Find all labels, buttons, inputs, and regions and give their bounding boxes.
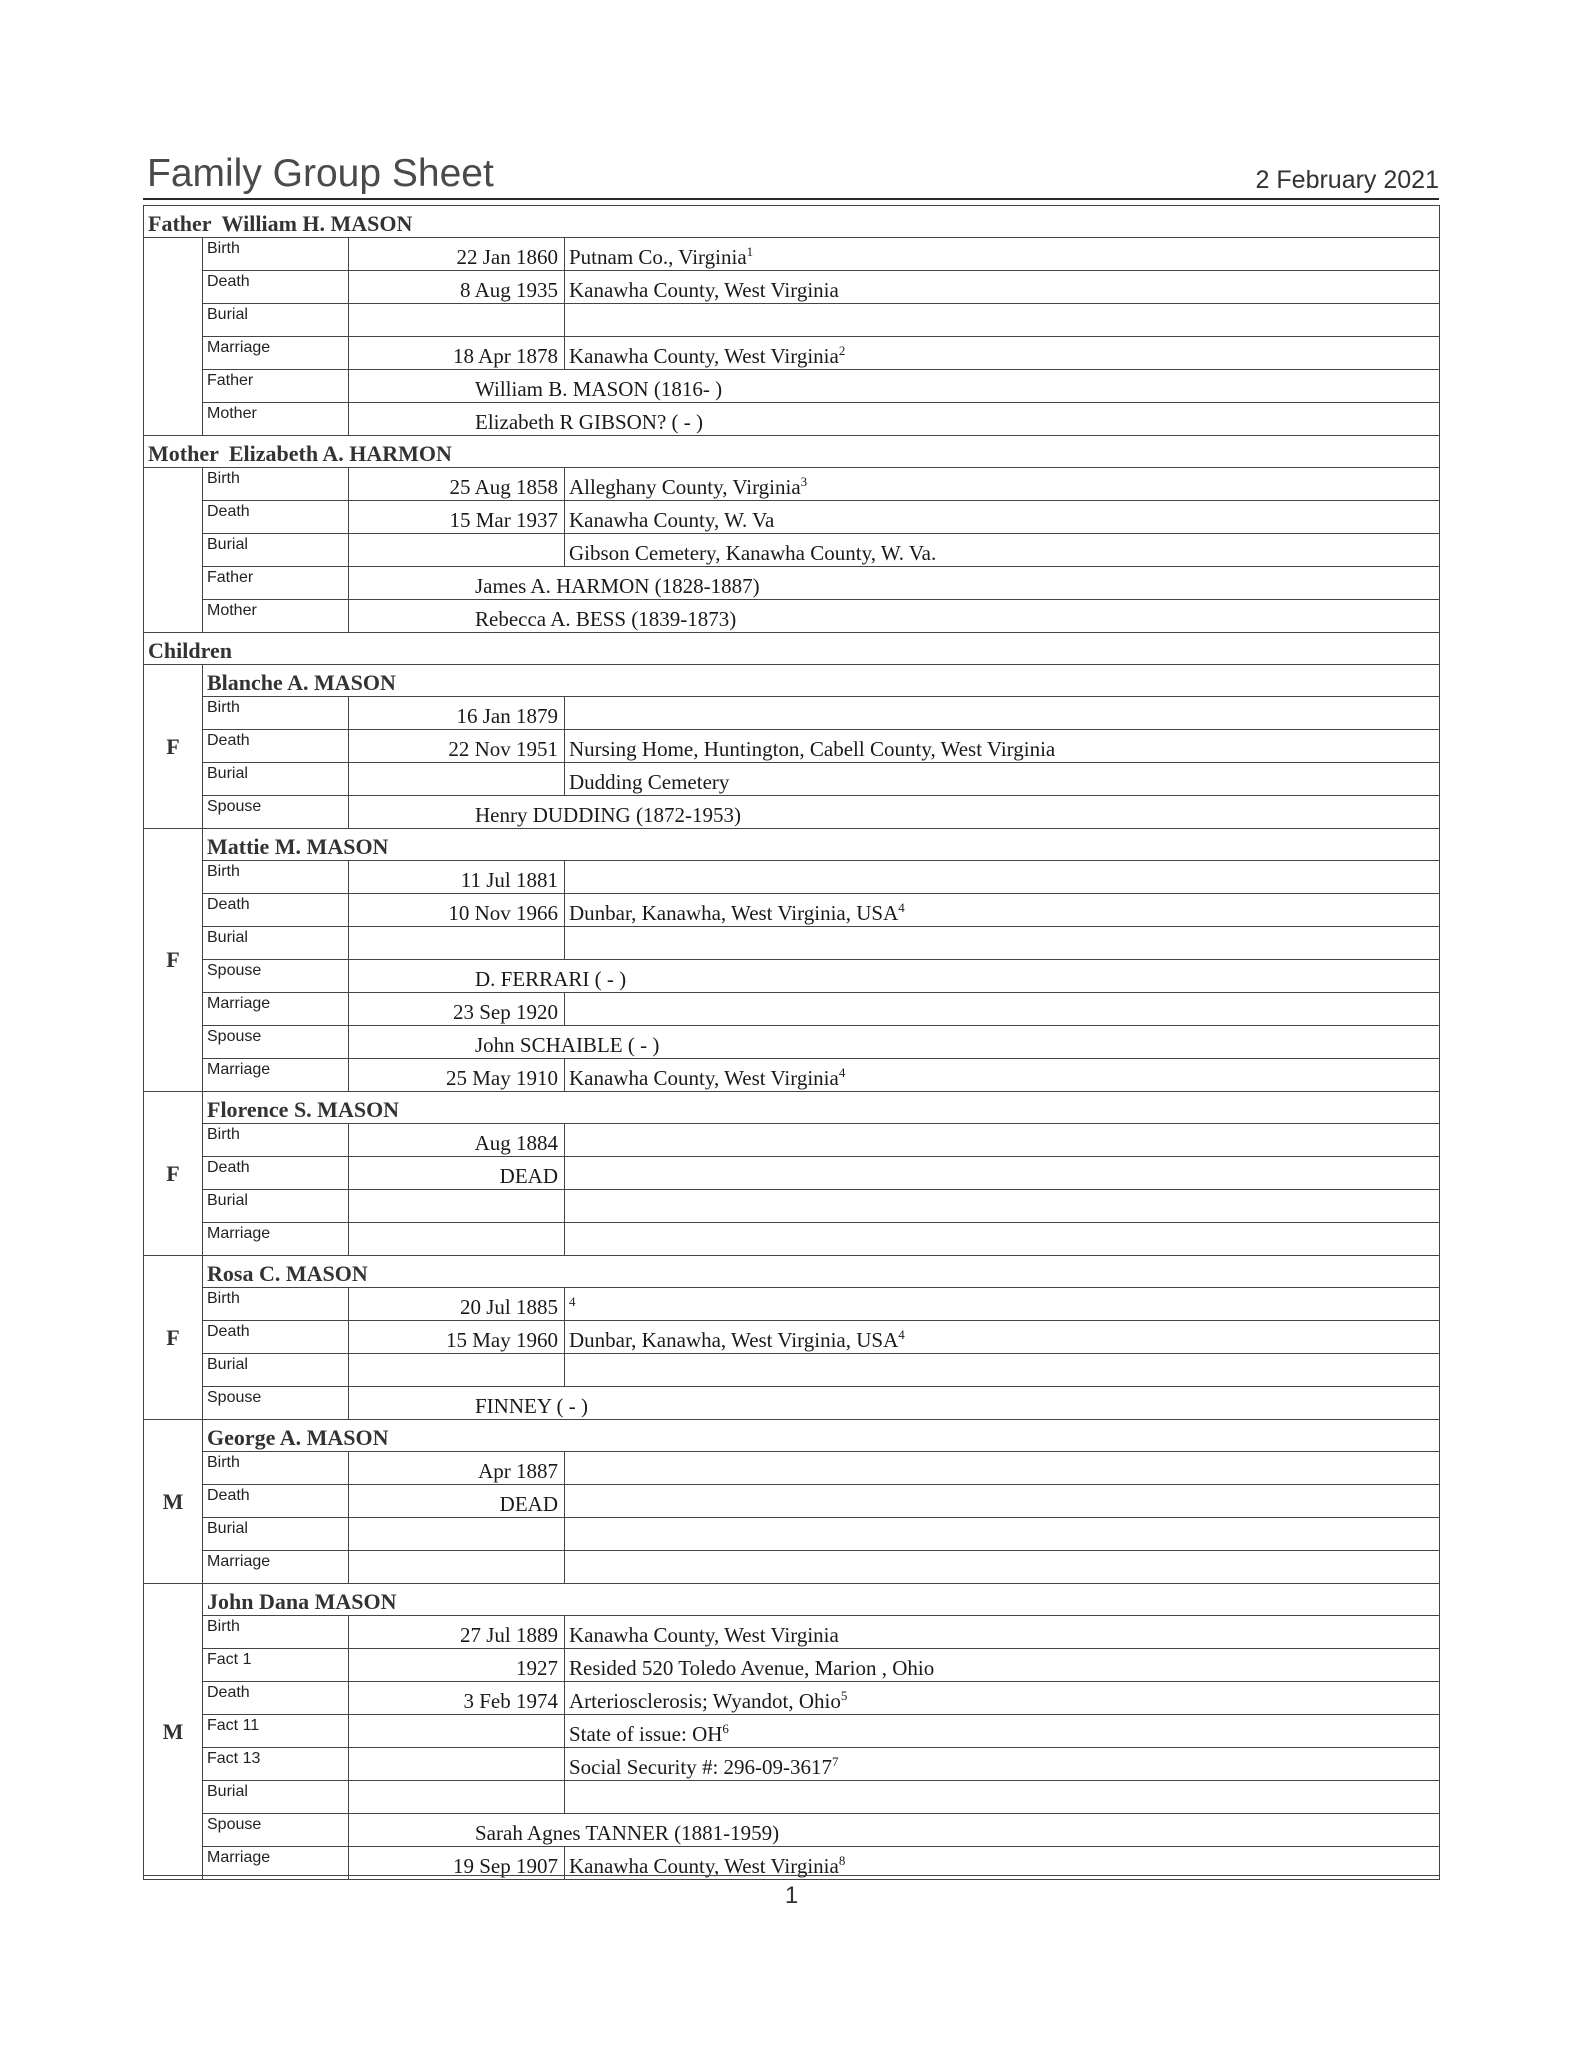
place-text: Gibson Cemetery, Kanawha County, W. Va. (569, 541, 937, 565)
place-text: Kanawha County, West Virginia (569, 344, 839, 368)
parent-row (144, 600, 1440, 633)
place-text: Resided 520 Toledo Avenue, Marion , Ohio (569, 1656, 935, 1680)
place-text: Dudding Cemetery (569, 770, 730, 794)
relation-person (349, 403, 1440, 436)
event-date (349, 534, 565, 567)
children-header: Children (144, 633, 1440, 665)
event-date: 16 Jan 1879 (349, 697, 565, 730)
relation-person (349, 1026, 1440, 1059)
event-date: 22 Jan 1860 (349, 238, 565, 271)
event-place (565, 271, 1440, 304)
event-label: Burial (203, 1781, 349, 1814)
event-row (144, 1157, 1440, 1190)
relation-person (349, 796, 1440, 829)
event-place (565, 468, 1440, 501)
event-row (144, 861, 1440, 894)
event-row (144, 1715, 1440, 1748)
father-header (144, 206, 1440, 238)
event-label: Marriage (203, 993, 349, 1026)
event-label: Birth (203, 1452, 349, 1485)
indent-gutter (144, 468, 203, 633)
event-row (144, 1452, 1440, 1485)
person-wrap (349, 410, 1439, 435)
document-date: 2 February 2021 (1255, 166, 1439, 194)
event-label: Death (203, 1321, 349, 1354)
relation-person (349, 1387, 1440, 1420)
event-row (144, 1288, 1440, 1321)
event-date: 1927 (349, 1649, 565, 1682)
event-label: Burial (203, 304, 349, 337)
place-text: Dunbar, Kanawha, West Virginia, USA (569, 901, 899, 925)
event-place (565, 1059, 1440, 1092)
event-label: Burial (203, 1190, 349, 1223)
event-label: Marriage (203, 1551, 349, 1584)
event-date: 10 Nov 1966 (349, 894, 565, 927)
event-date: 8 Aug 1935 (349, 271, 565, 304)
child-name: Florence S. MASON (203, 1092, 1440, 1124)
event-place (565, 1288, 1440, 1321)
person-name: Sarah Agnes TANNER (1881-1959) (475, 1821, 780, 1845)
source-note: 4 (838, 1065, 846, 1080)
role-label: Mother (148, 441, 219, 466)
event-row (144, 534, 1440, 567)
person-wrap (349, 803, 1439, 828)
event-label: Birth (203, 1124, 349, 1157)
source-note: 8 (838, 1853, 846, 1868)
event-date: 3 Feb 1974 (349, 1682, 565, 1715)
person-name: D. FERRARI ( - ) (475, 967, 627, 991)
event-label: Burial (203, 534, 349, 567)
event-row (144, 927, 1440, 960)
event-place (565, 927, 1440, 960)
event-label: Burial (203, 1518, 349, 1551)
parent-row (144, 370, 1440, 403)
person-wrap (349, 377, 1439, 402)
event-date: 23 Sep 1920 (349, 993, 565, 1026)
event-row (144, 1485, 1440, 1518)
footer-divider (143, 1875, 1439, 1876)
place-text: Dunbar, Kanawha, West Virginia, USA (569, 1328, 899, 1352)
event-row (144, 894, 1440, 927)
event-place (565, 1321, 1440, 1354)
event-place (565, 697, 1440, 730)
relation-label: Father (203, 370, 349, 403)
event-date: 15 Mar 1937 (349, 501, 565, 534)
event-place (565, 1682, 1440, 1715)
event-date: 27 Jul 1889 (349, 1616, 565, 1649)
event-label: Birth (203, 1288, 349, 1321)
child-sex: F (144, 1256, 203, 1420)
event-place (565, 1616, 1440, 1649)
event-date: DEAD (349, 1485, 565, 1518)
relation-label: Spouse (203, 1387, 349, 1420)
family-group-table (143, 205, 1440, 1880)
event-place (565, 1715, 1440, 1748)
event-date (349, 1551, 565, 1584)
event-place (565, 1781, 1440, 1814)
source-note: 7 (832, 1754, 839, 1769)
page-number: 1 (784, 1882, 799, 1909)
event-label: Fact 11 (203, 1715, 349, 1748)
event-date (349, 927, 565, 960)
event-row (144, 304, 1440, 337)
event-row (144, 337, 1440, 370)
event-date: 11 Jul 1881 (349, 861, 565, 894)
event-date: DEAD (349, 1157, 565, 1190)
event-date (349, 1190, 565, 1223)
child-sex: F (144, 829, 203, 1092)
person-name: FINNEY ( - ) (475, 1394, 588, 1418)
place-text: Social Security #: 296-09-3617 (569, 1755, 833, 1779)
event-label: Marriage (203, 1847, 349, 1880)
event-label: Birth (203, 1616, 349, 1649)
event-row (144, 763, 1440, 796)
father-header-row (144, 206, 1440, 238)
event-label: Burial (203, 763, 349, 796)
child-sex: M (144, 1420, 203, 1584)
indent (349, 1033, 475, 1058)
indent (349, 1394, 475, 1419)
event-label: Fact 1 (203, 1649, 349, 1682)
father-name: William H. MASON (221, 211, 413, 236)
event-row (144, 1354, 1440, 1387)
event-label: Birth (203, 238, 349, 271)
relation-label: Father (203, 567, 349, 600)
place-text: Arteriosclerosis; Wyandot, Ohio (569, 1689, 841, 1713)
event-row (144, 1616, 1440, 1649)
event-place (565, 1157, 1440, 1190)
event-row (144, 730, 1440, 763)
event-label: Birth (203, 697, 349, 730)
relation-label: Mother (203, 600, 349, 633)
event-label: Death (203, 1682, 349, 1715)
event-label: Death (203, 894, 349, 927)
event-label: Death (203, 501, 349, 534)
event-label: Marriage (203, 1059, 349, 1092)
place-text: Kanawha County, West Virginia (569, 278, 839, 302)
indent (349, 607, 475, 632)
child-name: Rosa C. MASON (203, 1256, 1440, 1288)
event-place (565, 730, 1440, 763)
spouse-row (144, 1387, 1440, 1420)
source-note: 6 (722, 1721, 729, 1736)
event-label: Burial (203, 927, 349, 960)
event-place (565, 763, 1440, 796)
person-name: Elizabeth R GIBSON? ( - ) (475, 410, 704, 434)
event-label: Fact 13 (203, 1748, 349, 1781)
mother-header (144, 436, 1440, 468)
child-sex: F (144, 665, 203, 829)
event-label: Birth (203, 468, 349, 501)
person-name: William B. MASON (1816- ) (475, 377, 723, 401)
event-place (565, 1748, 1440, 1781)
event-date (349, 1223, 565, 1256)
event-row (144, 993, 1440, 1026)
event-place (565, 534, 1440, 567)
indent (349, 1821, 475, 1846)
event-date (349, 763, 565, 796)
event-row (144, 1223, 1440, 1256)
role-label: Father (148, 211, 212, 236)
event-place (565, 1452, 1440, 1485)
event-row (144, 1518, 1440, 1551)
source-note: 2 (838, 343, 846, 358)
source-note: 1 (746, 244, 754, 259)
event-label: Death (203, 1485, 349, 1518)
relation-label: Spouse (203, 960, 349, 993)
child-name-row (144, 829, 1440, 861)
event-date: 22 Nov 1951 (349, 730, 565, 763)
event-place (565, 1518, 1440, 1551)
relation-person (349, 960, 1440, 993)
child-sex: F (144, 1092, 203, 1256)
page-header (143, 140, 1439, 200)
event-date (349, 1781, 565, 1814)
source-note: 4 (898, 900, 905, 915)
event-place (565, 894, 1440, 927)
event-row (144, 1649, 1440, 1682)
event-row (144, 1781, 1440, 1814)
child-name: George A. MASON (203, 1420, 1440, 1452)
event-label: Death (203, 271, 349, 304)
relation-person (349, 1814, 1440, 1847)
event-date: Aug 1884 (349, 1124, 565, 1157)
event-row (144, 697, 1440, 730)
event-row (144, 1682, 1440, 1715)
event-date: 15 May 1960 (349, 1321, 565, 1354)
relation-label: Spouse (203, 796, 349, 829)
child-sex: M (144, 1584, 203, 1880)
event-row (144, 1059, 1440, 1092)
event-row (144, 271, 1440, 304)
indent (349, 574, 475, 599)
event-row (144, 1124, 1440, 1157)
relation-label: Spouse (203, 1026, 349, 1059)
place-text: Kanawha County, West Virginia (569, 1623, 839, 1647)
relation-person (349, 370, 1440, 403)
event-date: 20 Jul 1885 (349, 1288, 565, 1321)
event-row (144, 1551, 1440, 1584)
relation-person (349, 600, 1440, 633)
place-text: Kanawha County, West Virginia (569, 1066, 839, 1090)
spouse-row (144, 1026, 1440, 1059)
person-wrap (349, 967, 1439, 992)
children-header-row (144, 633, 1440, 665)
place-text: Nursing Home, Huntington, Cabell County, West Virginia (569, 737, 1056, 761)
child-name-row (144, 1420, 1440, 1452)
event-label: Marriage (203, 337, 349, 370)
person-wrap (349, 1033, 1439, 1058)
event-date (349, 1748, 565, 1781)
event-date (349, 304, 565, 337)
event-label: Birth (203, 861, 349, 894)
indent (349, 803, 475, 828)
relation-label: Spouse (203, 1814, 349, 1847)
event-place (565, 993, 1440, 1026)
spouse-row (144, 796, 1440, 829)
event-row (144, 1321, 1440, 1354)
event-label: Death (203, 1157, 349, 1190)
event-row (144, 1748, 1440, 1781)
event-place (565, 1223, 1440, 1256)
child-name-row (144, 1092, 1440, 1124)
person-name: Rebecca A. BESS (1839-1873) (475, 607, 737, 631)
mother-header-row (144, 436, 1440, 468)
event-date: 19 Sep 1907 (349, 1847, 565, 1880)
parent-row (144, 403, 1440, 436)
event-date: Apr 1887 (349, 1452, 565, 1485)
mother-name: Elizabeth A. HARMON (228, 441, 452, 466)
relation-label: Mother (203, 403, 349, 436)
indent (349, 967, 475, 992)
event-label: Marriage (203, 1223, 349, 1256)
place-text: Alleghany County, Virginia (569, 475, 801, 499)
person-wrap (349, 574, 1439, 599)
indent (349, 410, 475, 435)
place-text: Putnam Co., Virginia (569, 245, 747, 269)
child-name: Mattie M. MASON (203, 829, 1440, 861)
source-note: 4 (569, 1294, 576, 1309)
place-text: State of issue: OH (569, 1722, 723, 1746)
child-name-row (144, 1256, 1440, 1288)
event-label: Death (203, 730, 349, 763)
event-place (565, 501, 1440, 534)
spouse-row (144, 960, 1440, 993)
event-place (565, 1354, 1440, 1387)
event-place (565, 337, 1440, 370)
event-date (349, 1518, 565, 1551)
event-place (565, 1649, 1440, 1682)
child-name-row (144, 1584, 1440, 1616)
relation-person (349, 567, 1440, 600)
place-text: Kanawha County, West Virginia (569, 1854, 839, 1878)
event-date (349, 1715, 565, 1748)
indent-gutter (144, 238, 203, 436)
place-text: Kanawha County, W. Va (569, 508, 775, 532)
event-date (349, 1354, 565, 1387)
child-name-row (144, 665, 1440, 697)
event-date: 25 Aug 1858 (349, 468, 565, 501)
person-wrap (349, 607, 1439, 632)
event-place (565, 1190, 1440, 1223)
event-row (144, 501, 1440, 534)
source-note: 5 (840, 1688, 848, 1703)
event-place (565, 238, 1440, 271)
child-name: Blanche A. MASON (203, 665, 1440, 697)
event-place (565, 1551, 1440, 1584)
person-name: John SCHAIBLE ( - ) (475, 1033, 660, 1057)
event-label: Burial (203, 1354, 349, 1387)
person-name: James A. HARMON (1828-1887) (475, 574, 760, 598)
event-place (565, 1485, 1440, 1518)
event-row (144, 468, 1440, 501)
event-place (565, 861, 1440, 894)
parent-row (144, 567, 1440, 600)
spouse-row (144, 1814, 1440, 1847)
event-row (144, 1190, 1440, 1223)
source-note: 4 (898, 1327, 905, 1342)
page-title: Family Group Sheet (147, 152, 494, 195)
event-place (565, 1124, 1440, 1157)
event-row (144, 238, 1440, 271)
event-date: 25 May 1910 (349, 1059, 565, 1092)
event-date: 18 Apr 1878 (349, 337, 565, 370)
person-name: Henry DUDDING (1872-1953) (475, 803, 741, 827)
child-name: John Dana MASON (203, 1584, 1440, 1616)
source-note: 3 (800, 474, 808, 489)
event-place (565, 304, 1440, 337)
indent (349, 377, 475, 402)
person-wrap (349, 1394, 1439, 1419)
person-wrap (349, 1821, 1439, 1846)
